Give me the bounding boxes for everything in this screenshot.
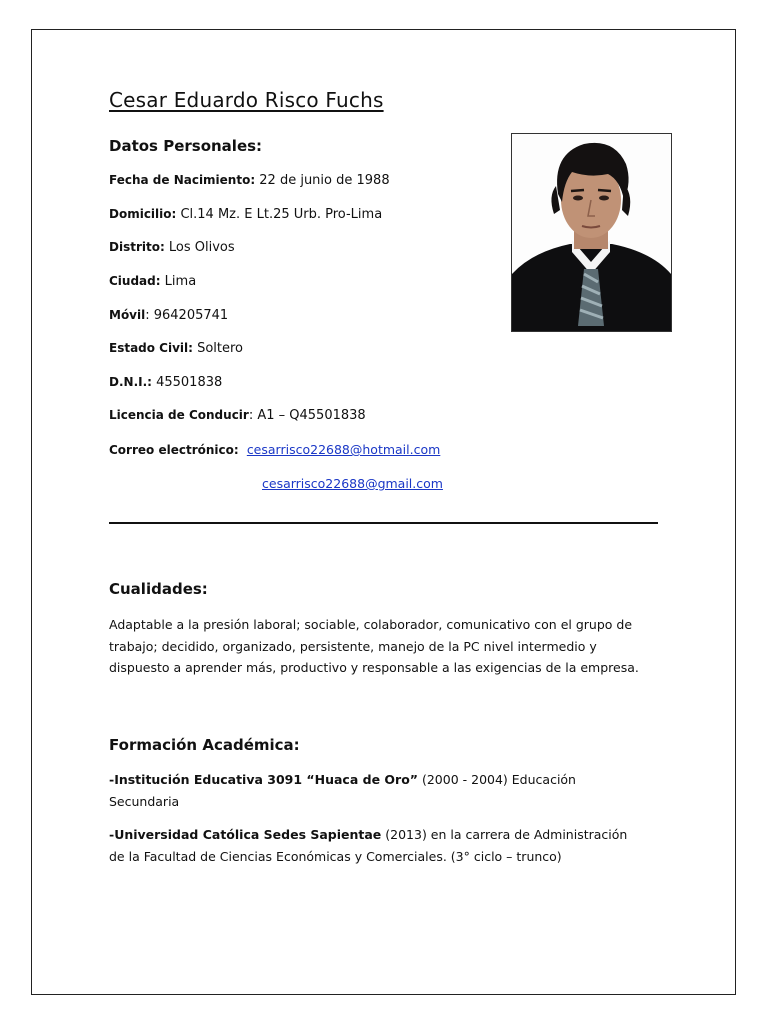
field-value: 22 de junio de 1988 xyxy=(255,173,390,188)
field-address xyxy=(109,207,382,222)
field-label: D.N.I.: xyxy=(109,375,152,389)
field-mobile xyxy=(109,308,228,323)
field-driver-license xyxy=(109,408,366,423)
field-value: : A1 – Q45501838 xyxy=(248,408,366,423)
education-entry-school xyxy=(109,769,669,812)
field-label: Distrito: xyxy=(109,240,165,254)
field-email-secondary xyxy=(262,476,443,492)
field-label: Ciudad: xyxy=(109,274,161,288)
field-marital-status xyxy=(109,341,243,356)
field-label: Correo electrónico: xyxy=(109,443,239,457)
field-value: Cl.14 Mz. E Lt.25 Urb. Pro-Lima xyxy=(176,207,383,222)
field-value: : 964205741 xyxy=(145,308,229,323)
cv-name-title: Cesar Eduardo Risco Fuchs xyxy=(109,88,384,112)
field-dni xyxy=(109,375,222,390)
field-value: Soltero xyxy=(192,341,244,356)
education-entry-university xyxy=(109,824,669,867)
field-birth-date xyxy=(109,173,390,188)
field-city xyxy=(109,274,196,289)
qualities-line: trabajo; decidido, organizado, persistente, manejo de la PC nivel intermedio y xyxy=(109,638,597,654)
field-value: Los Olivos xyxy=(164,240,235,255)
field-label: Licencia de Conducir xyxy=(109,408,249,422)
field-label: Estado Civil: xyxy=(109,341,193,355)
field-district xyxy=(109,240,235,255)
field-label: Móvil xyxy=(109,308,146,322)
qualities-line: dispuesto a aprender más, productivo y responsable a las exigencias de la empresa. xyxy=(109,660,639,675)
field-value: Lima xyxy=(160,274,197,289)
personal-data-heading: Datos Personales: xyxy=(109,137,263,155)
profile-photo-illustration xyxy=(512,134,671,331)
education-heading: Formación Académica: xyxy=(109,736,300,754)
education-detail: (2000 - 2004) Educación xyxy=(418,772,576,787)
field-value: 45501838 xyxy=(151,375,223,390)
qualities-paragraph xyxy=(109,614,669,679)
education-detail: (2013) en la carrera de Administración xyxy=(381,827,628,842)
profile-photo xyxy=(511,133,672,332)
education-institution: -Universidad Católica Sedes Sapientae xyxy=(109,827,382,842)
education-institution: -Institución Educativa 3091 “Huaca de Oro” xyxy=(109,772,418,787)
qualities-line: Adaptable a la presión laboral; sociable, colaborador, comunicativo con el grupo de xyxy=(109,617,633,632)
email-link-hotmail[interactable]: cesarrisco22688@hotmail.com xyxy=(246,442,441,457)
education-detail: Secundaria xyxy=(109,793,180,809)
education-detail: de la Facultad de Ciencias Económicas y Comerciales. (3° ciclo – trunco) xyxy=(109,848,562,864)
email-link-gmail[interactable]: cesarrisco22688@gmail.com xyxy=(262,476,443,491)
qualities-heading: Cualidades: xyxy=(109,580,208,598)
section-divider xyxy=(109,522,658,524)
field-label: Domicilio: xyxy=(109,207,177,221)
field-email xyxy=(109,442,440,458)
field-label: Fecha de Nacimiento: xyxy=(109,173,256,187)
